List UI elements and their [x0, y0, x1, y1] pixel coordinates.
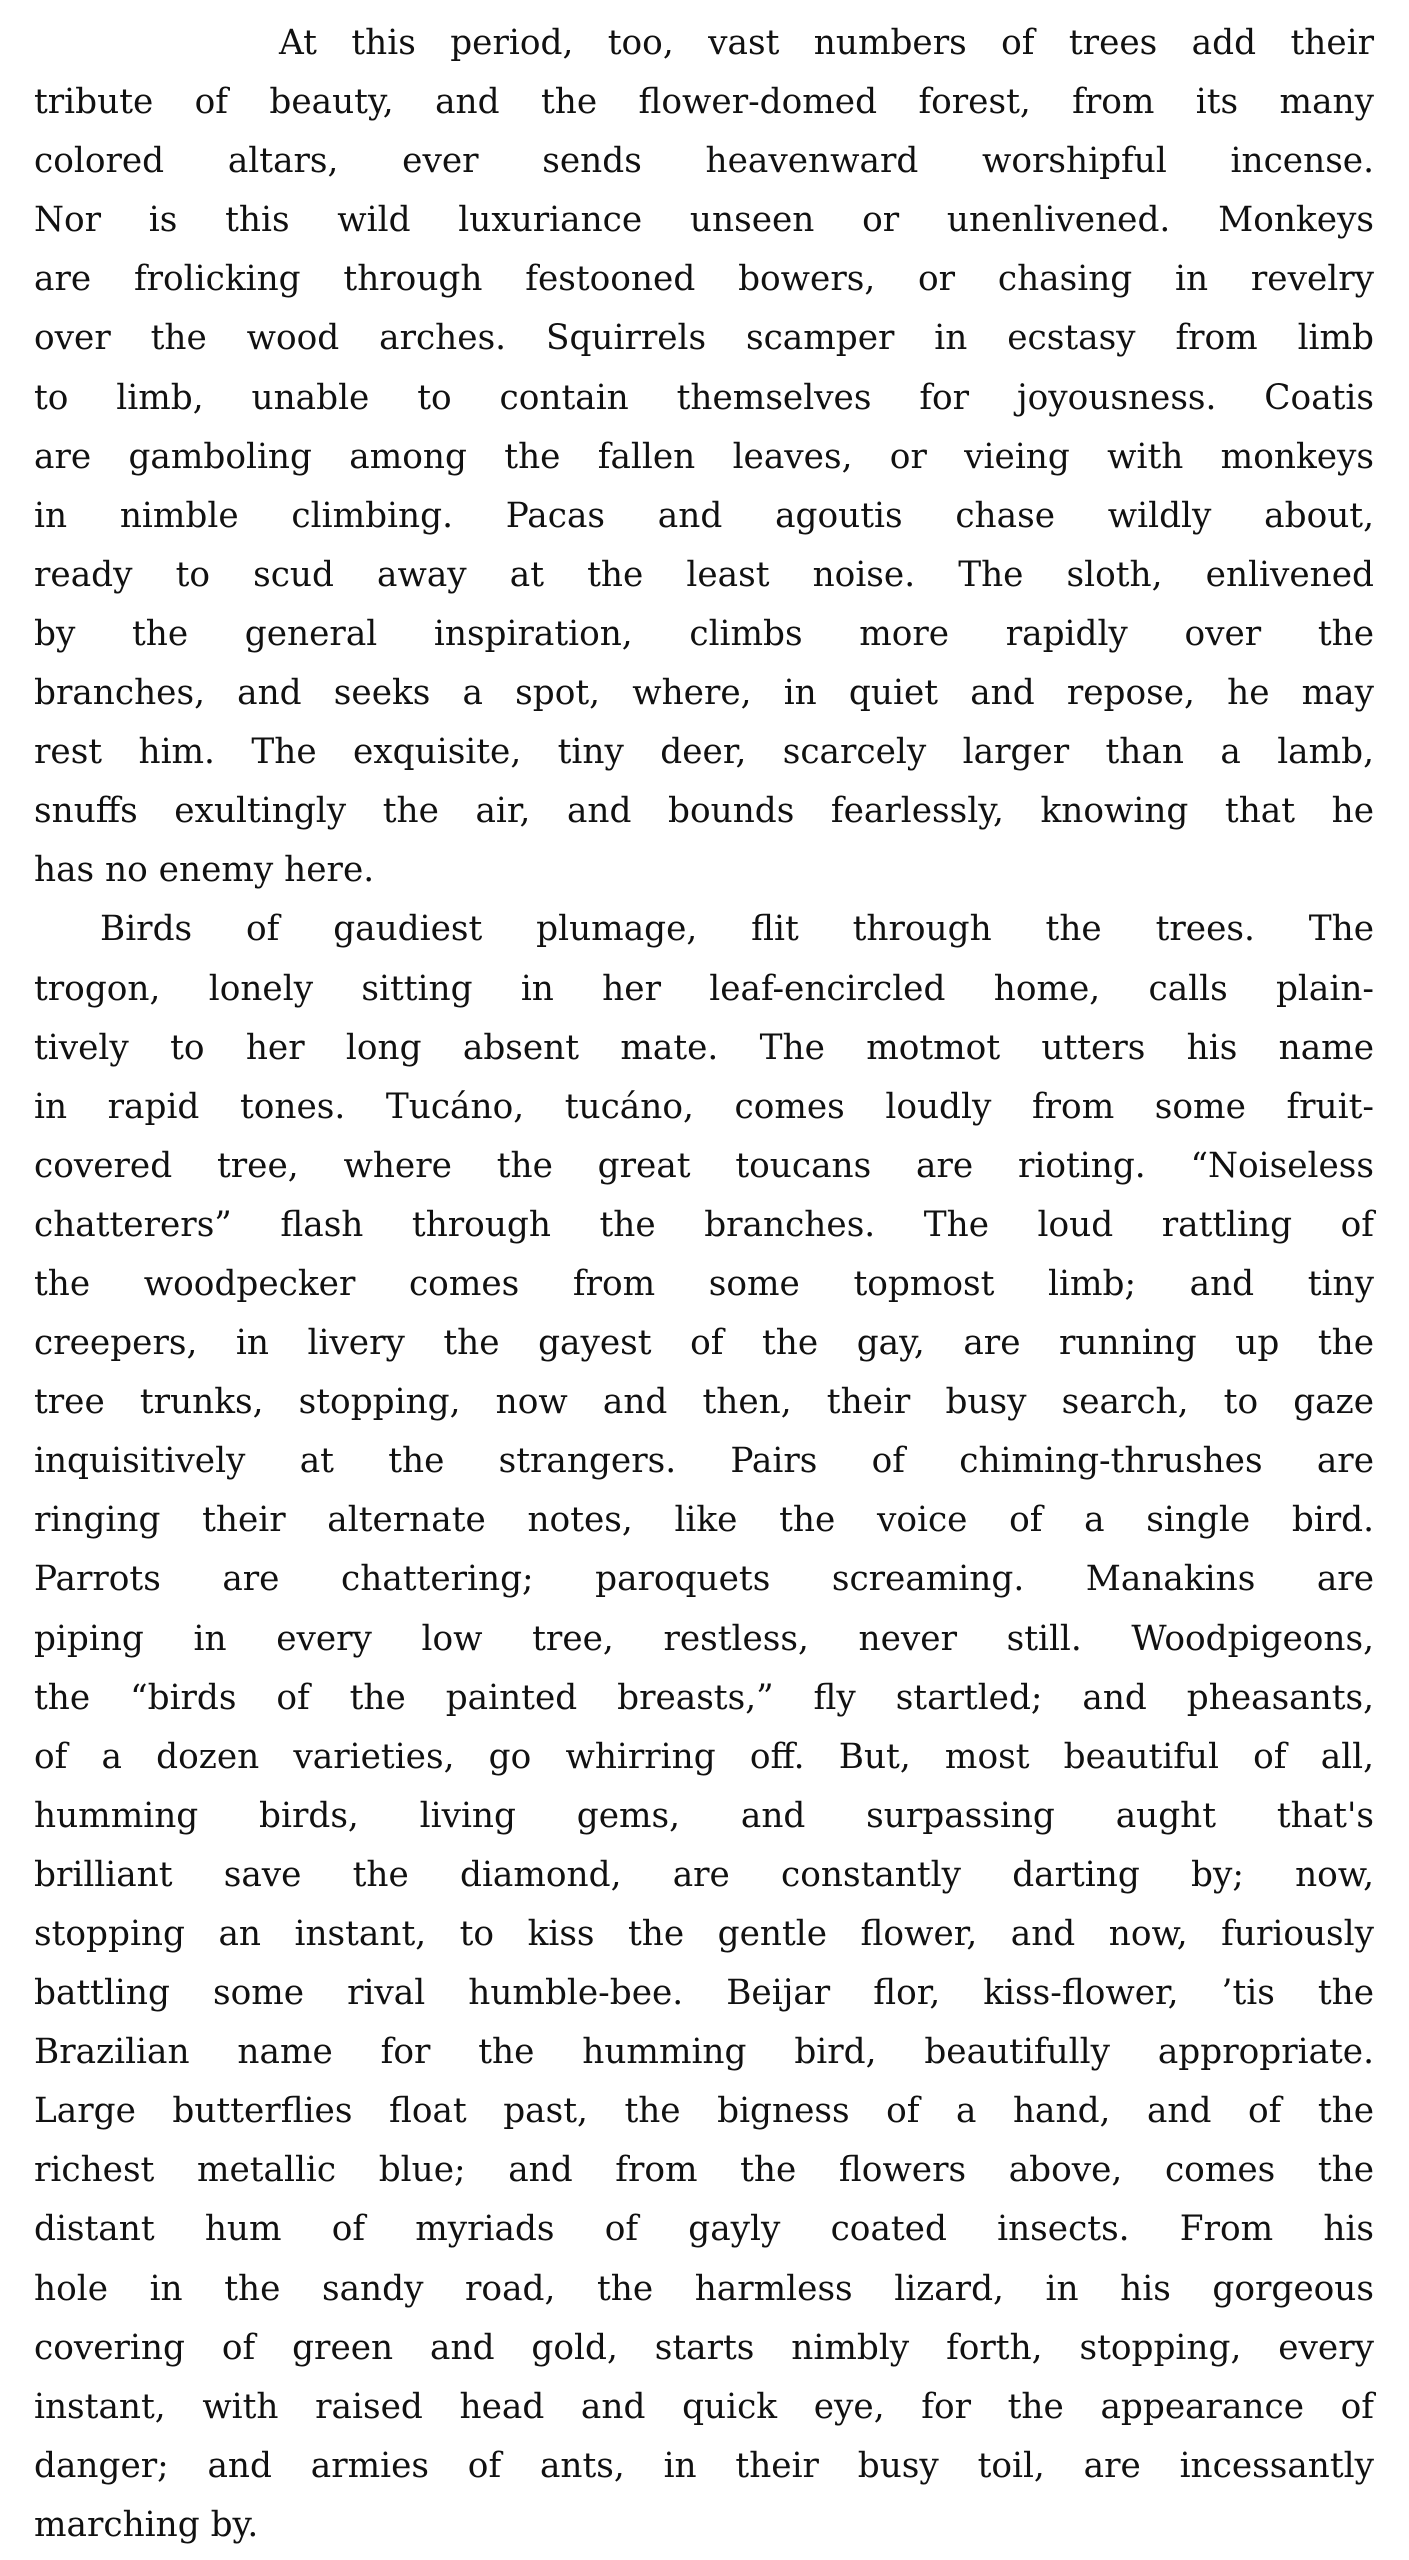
text-line: creepers, in livery the gayest of the gay, are running up the	[34, 1323, 1374, 1364]
text-line: marching by.	[34, 2504, 259, 2545]
text-line: covering of green and gold, starts nimbly forth, stopping, every	[34, 2327, 1374, 2368]
paragraph	[34, 14, 1374, 900]
text-line: by the general inspiration, climbs more rapidly over the	[34, 613, 1374, 654]
text-line: chatterers” flash through the branches. The loud rattling of	[34, 1204, 1374, 1245]
text-line: instant, with raised head and quick eye, for the appearance of	[34, 2386, 1374, 2427]
text-line: tively to her long absent mate. The motmot utters his name	[34, 1027, 1374, 1068]
text-line: tree trunks, stopping, now and then, their busy search, to gaze	[34, 1382, 1374, 1423]
text-line: battling some rival humble-bee. Beijar flor, kiss-flower, ’tis the	[34, 1973, 1374, 2014]
text-line: stopping an instant, to kiss the gentle flower, and now, furiously	[34, 1914, 1374, 1954]
text-line: distant hum of myriads of gayly coated insects. From his	[34, 2209, 1374, 2250]
text-line: brilliant save the diamond, are constantly darting by; now,	[34, 1854, 1374, 1895]
text-line: the woodpecker comes from some topmost limb; and tiny	[34, 1263, 1374, 1304]
text-line: over the wood arches. Squirrels scamper in ecstasy from limb	[34, 318, 1374, 359]
text-line: to limb, unable to contain themselves for joyousness. Coatis	[34, 377, 1374, 418]
text-line: richest metallic blue; and from the flowers above, comes the	[34, 2150, 1374, 2191]
text-line: Birds of gaudiest plumage, flit through the trees. The	[100, 909, 1374, 950]
text-line: trogon, lonely sitting in her leaf-encircled home, calls plain-	[34, 968, 1374, 1009]
text-line: of a dozen varieties, go whirring off. But, most beautiful of all,	[34, 1736, 1374, 1777]
text-line: ringing their alternate notes, like the voice of a single bird.	[34, 1500, 1374, 1541]
text-line: ready to scud away at the least noise. The sloth, enlivened	[34, 554, 1374, 595]
text-line: rest him. The exquisite, tiny deer, scarcely larger than a lamb,	[34, 732, 1374, 773]
text-line: colored altars, ever sends heavenward worshipful incense.	[34, 141, 1374, 182]
text-line: piping in every low tree, restless, never still. Woodpigeons,	[34, 1618, 1374, 1659]
text-line: the “birds of the painted breasts,” fly startled; and pheasants,	[34, 1677, 1374, 1718]
page-text	[34, 14, 1374, 2555]
text-line: At this period, too, vast numbers of trees add their	[279, 23, 1374, 63]
text-line: Brazilian name for the humming bird, beautifully appropriate.	[34, 2032, 1374, 2073]
text-line: hole in the sandy road, the harmless lizard, in his gorgeous	[34, 2268, 1374, 2309]
text-line: covered tree, where the great toucans are rioting. “Noiseless	[34, 1145, 1374, 1186]
text-line: Nor is this wild luxuriance unseen or unenlivened. Monkeys	[34, 200, 1374, 241]
text-line: inquisitively at the strangers. Pairs of chiming-thrushes are	[34, 1441, 1374, 1482]
text-line: tribute of beauty, and the flower-domed forest, from its many	[34, 82, 1374, 123]
paragraph	[34, 900, 1374, 2555]
text-line: Parrots are chattering; paroquets screaming. Manakins are	[34, 1559, 1374, 1600]
text-line: are frolicking through festooned bowers, or chasing in revelry	[34, 259, 1374, 300]
text-line: snuffs exultingly the air, and bounds fearlessly, knowing that he	[34, 791, 1374, 832]
text-line: are gamboling among the fallen leaves, or vieing with monkeys	[34, 436, 1374, 477]
text-line: danger; and armies of ants, in their busy toil, are incessantly	[34, 2445, 1374, 2486]
text-line: in rapid tones. Tucáno, tucáno, comes loudly from some fruit-	[34, 1086, 1374, 1127]
text-line: humming birds, living gems, and surpassing aught that's	[34, 1795, 1374, 1836]
text-line: Large butterflies float past, the bigness of a hand, and of the	[34, 2091, 1374, 2132]
text-line: has no enemy here.	[34, 850, 375, 891]
text-line: in nimble climbing. Pacas and agoutis chase wildly about,	[34, 495, 1374, 536]
text-line: branches, and seeks a spot, where, in quiet and repose, he may	[34, 673, 1374, 714]
